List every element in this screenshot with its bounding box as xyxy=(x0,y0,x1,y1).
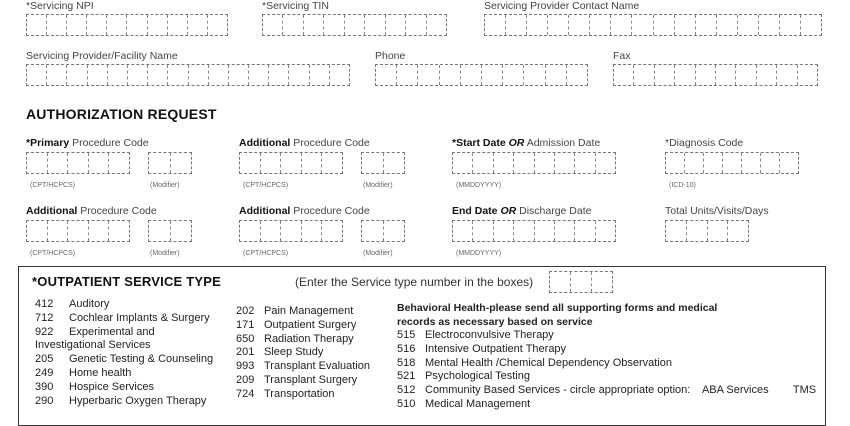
additional-modifier-sub-1: (Modifier) xyxy=(363,182,393,189)
primary-procedure-label: *Primary Procedure Code xyxy=(26,137,149,149)
behavioral-health-heading: Behavioral Health-please send all supporting forms and medical xyxy=(397,302,718,314)
diagnosis-code-field[interactable] xyxy=(665,152,799,174)
phone-label: Phone xyxy=(375,50,406,62)
provider-contact-field[interactable] xyxy=(484,14,822,36)
additional-cpt-field-1[interactable] xyxy=(239,152,343,174)
list-item: Investigational Services xyxy=(35,339,151,352)
additional-modifier-field-1[interactable] xyxy=(361,152,405,174)
additional-procedure-label-2: Additional Procedure Code xyxy=(26,205,157,217)
service-list-col1 xyxy=(35,298,213,408)
service-list-col3 xyxy=(397,329,816,412)
list-item: 171 Outpatient Surgery xyxy=(236,318,357,331)
service-type-field[interactable] xyxy=(549,271,613,293)
provider-contact-label: Servicing Provider Contact Name xyxy=(484,0,640,12)
diagnosis-code-label: *Diagnosis Code xyxy=(665,137,744,149)
facility-name-label: Servicing Provider/Facility Name xyxy=(26,50,178,62)
list-item: 512 Community Based Services - circle appropriate option: ABA Services TMS xyxy=(397,384,817,397)
additional-procedure-label-1: Additional Procedure Code xyxy=(239,137,370,149)
behavioral-health-heading-2: records as necessary based on service xyxy=(397,315,593,328)
list-item: 205 Genetic Testing & Counseling xyxy=(35,353,214,366)
list-item: 922 Experimental and xyxy=(35,325,155,338)
end-date-label: End Date OR Discharge Date xyxy=(452,205,592,217)
additional-modifier-field-2[interactable] xyxy=(148,220,192,242)
list-item: 201 Sleep Study xyxy=(236,346,324,359)
servicing-npi-field[interactable] xyxy=(26,14,228,36)
additional-cpt-sub-3: (CPT/HCPCS) xyxy=(243,250,289,257)
additional-cpt-sub-2: (CPT/HCPCS) xyxy=(30,250,76,257)
start-date-sub: (MMDDYYYY) xyxy=(456,182,502,189)
list-item: 290 Hyperbaric Oxygen Therapy xyxy=(35,394,207,407)
start-date-field[interactable] xyxy=(452,152,616,174)
additional-cpt-field-2[interactable] xyxy=(26,220,130,242)
behavioral-health-section xyxy=(397,302,717,330)
list-item: 209 Transplant Surgery xyxy=(236,373,358,386)
list-item: 202 Pain Management xyxy=(236,305,354,317)
fax-field[interactable] xyxy=(613,64,818,86)
service-list-col2 xyxy=(236,305,370,402)
servicing-tin-field[interactable] xyxy=(262,14,447,36)
list-item: 249 Home health xyxy=(35,366,132,379)
servicing-npi-label: *Servicing NPI xyxy=(26,0,94,12)
outpatient-heading: *OUTPATIENT SERVICE TYPE xyxy=(32,274,221,289)
list-item: 724 Transportation xyxy=(236,387,335,400)
list-item: 390 Hospice Services xyxy=(35,380,154,393)
list-item: 412 Auditory xyxy=(35,298,110,310)
list-item: 650 Radiation Therapy xyxy=(236,332,354,345)
additional-modifier-field-3[interactable] xyxy=(361,220,405,242)
primary-modifier-sub: (Modifier) xyxy=(150,182,180,189)
facility-name-field[interactable] xyxy=(26,64,350,86)
additional-modifier-sub-2: (Modifier) xyxy=(150,250,180,257)
fax-label: Fax xyxy=(613,50,631,62)
list-item: 510 Medical Management xyxy=(397,397,531,410)
additional-modifier-sub-3: (Modifier) xyxy=(363,250,393,257)
total-units-label: Total Units/Visits/Days xyxy=(665,205,769,217)
end-date-sub: (MMDDYYYY) xyxy=(456,250,502,257)
list-item: 993 Transplant Evaluation xyxy=(236,360,370,373)
servicing-tin-label: *Servicing TIN xyxy=(262,0,329,12)
end-date-field[interactable] xyxy=(452,220,616,242)
list-item: 516 Intensive Outpatient Therapy xyxy=(397,342,567,355)
total-units-field[interactable] xyxy=(665,220,749,242)
list-item: 515 Electroconvulsive Therapy xyxy=(397,329,554,341)
additional-procedure-label-3: Additional Procedure Code xyxy=(239,205,370,217)
phone-field[interactable] xyxy=(375,64,588,86)
primary-cpt-sub: (CPT/HCPCS) xyxy=(30,182,76,189)
outpatient-instruction: (Enter the Service type number in the boxes) xyxy=(295,275,534,289)
primary-modifier-field[interactable] xyxy=(148,152,192,174)
authorization-heading: AUTHORIZATION REQUEST xyxy=(26,106,217,122)
diagnosis-code-sub: (ICD-10) xyxy=(669,182,696,189)
primary-cpt-field[interactable] xyxy=(26,152,130,174)
list-item: 712 Cochlear Implants & Surgery xyxy=(35,311,210,324)
start-date-label: *Start Date OR Admission Date xyxy=(452,137,601,149)
additional-cpt-sub-1: (CPT/HCPCS) xyxy=(243,182,289,189)
list-item: 521 Psychological Testing xyxy=(397,370,530,383)
additional-cpt-field-3[interactable] xyxy=(239,220,343,242)
list-item: 518 Mental Health /Chemical Dependency Observation xyxy=(397,356,673,369)
